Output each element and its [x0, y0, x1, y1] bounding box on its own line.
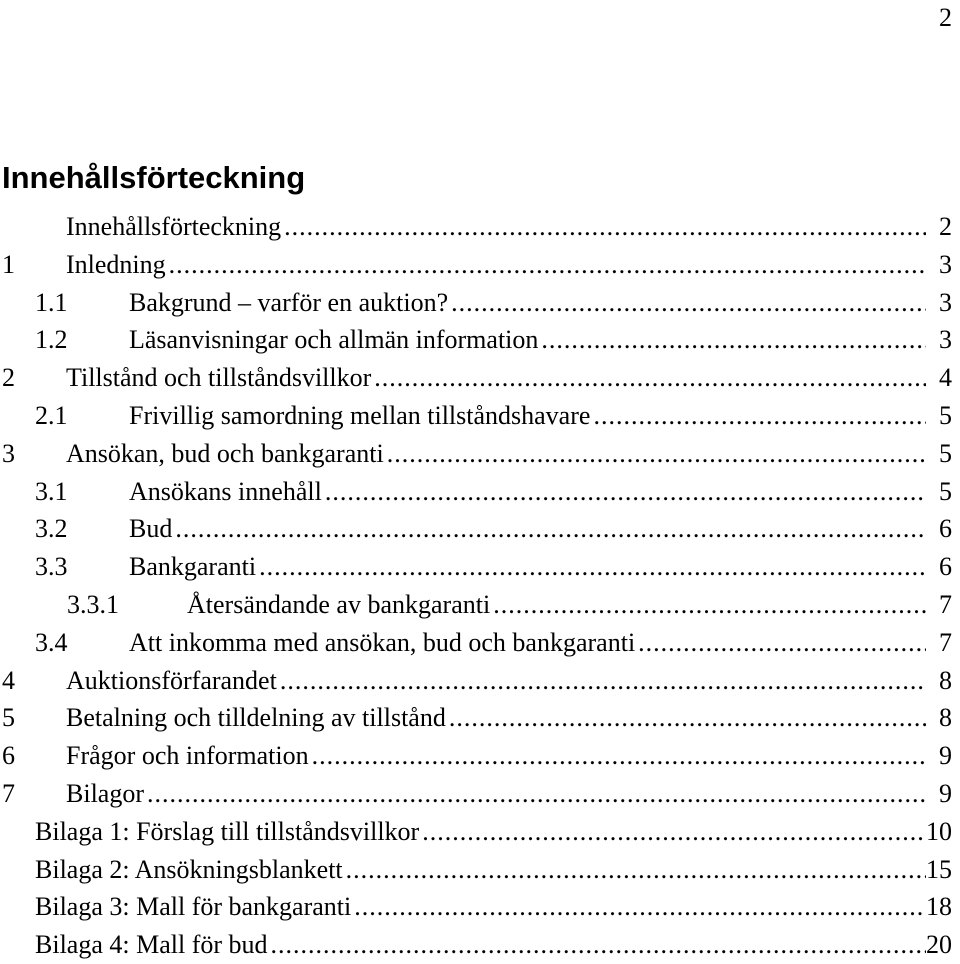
- toc-entry[interactable]: [0, 662, 960, 700]
- table-of-contents: [0, 208, 960, 964]
- toc-entry-text: [35, 548, 926, 586]
- toc-entry-title: Bud: [129, 514, 173, 544]
- toc-entry[interactable]: [0, 775, 960, 813]
- dot-leader: [541, 321, 926, 359]
- toc-entry[interactable]: [0, 321, 960, 359]
- toc-entry[interactable]: [0, 548, 960, 586]
- toc-entry-number: 3.2: [35, 514, 68, 544]
- toc-entry[interactable]: [0, 699, 960, 737]
- toc-entry[interactable]: [0, 208, 960, 246]
- toc-entry-text: [35, 473, 926, 511]
- dot-leader: [280, 662, 926, 700]
- toc-entry-title: Frågor och information: [66, 741, 309, 771]
- toc-entry-text: [35, 397, 926, 435]
- toc-entry[interactable]: [0, 813, 960, 851]
- toc-entry-page: 15: [926, 854, 952, 884]
- toc-entry-text: [2, 435, 926, 473]
- toc-entry-page: 4: [939, 363, 952, 393]
- toc-entry-title: Läsanvisningar och allmän information: [129, 325, 539, 355]
- dot-leader: [638, 624, 926, 662]
- toc-entry-text: [67, 586, 926, 624]
- dot-leader: [147, 775, 926, 813]
- toc-entry-title: Bilaga 3: Mall för bankgaranti: [35, 892, 352, 922]
- toc-entry-page: 3: [939, 249, 952, 279]
- toc-entry[interactable]: [0, 737, 960, 775]
- toc-entry-title: Auktionsförfarandet: [66, 665, 277, 695]
- toc-entry-number: 4: [2, 665, 15, 695]
- toc-entry-title: Inledning: [66, 249, 166, 279]
- toc-entry-number: 5: [2, 703, 15, 733]
- page-number: 2: [939, 3, 952, 32]
- toc-entry-number: 1.2: [35, 325, 68, 355]
- toc-heading: Innehållsförteckning: [2, 160, 306, 195]
- toc-entry-number: 3.3.1: [67, 589, 119, 619]
- toc-entry-page: 8: [939, 665, 952, 695]
- toc-entry-page: 3: [939, 325, 952, 355]
- toc-entry[interactable]: [0, 624, 960, 662]
- toc-entry-number: 1.1: [35, 287, 68, 317]
- toc-entry-text: [35, 284, 926, 322]
- toc-entry-text: [35, 926, 926, 964]
- toc-entry-number: 3.3: [35, 552, 68, 582]
- toc-entry-page: 3: [939, 287, 952, 317]
- dot-leader: [271, 926, 926, 964]
- toc-entry-page: 5: [939, 476, 952, 506]
- toc-entry-text: [2, 246, 926, 284]
- dot-leader: [374, 359, 926, 397]
- toc-entry[interactable]: [0, 926, 960, 964]
- toc-entry-page: 2: [939, 212, 952, 241]
- toc-entry-text: [2, 359, 926, 397]
- dot-leader: [312, 737, 926, 775]
- toc-entry-number: 2: [2, 363, 15, 393]
- toc-entry-page: 5: [939, 400, 952, 430]
- toc-entry[interactable]: [0, 435, 960, 473]
- toc-entry[interactable]: [0, 510, 960, 548]
- toc-entry[interactable]: [0, 888, 960, 926]
- toc-entry-page: 18: [926, 892, 952, 922]
- dot-leader: [284, 208, 926, 246]
- toc-entry-number: 2.1: [35, 400, 68, 430]
- toc-entry-number: 3.1: [35, 476, 68, 506]
- toc-entry-title: Frivillig samordning mellan tillståndshavare: [129, 400, 591, 430]
- toc-entry-page: 7: [939, 627, 952, 657]
- toc-entry-page: 6: [939, 514, 952, 544]
- dot-leader: [449, 699, 926, 737]
- toc-entry-text: [35, 888, 926, 926]
- toc-entry-title: Bilaga 4: Mall för bud: [35, 930, 268, 960]
- toc-entry-title: Ansökan, bud och bankgaranti: [66, 438, 384, 468]
- dot-leader: [259, 548, 926, 586]
- toc-entry[interactable]: [0, 359, 960, 397]
- toc-entry-text: [2, 737, 926, 775]
- toc-entry-title: Ansökans innehåll: [129, 476, 322, 506]
- dot-leader: [354, 888, 926, 926]
- toc-entry-title: Tillstånd och tillståndsvillkor: [66, 363, 372, 393]
- toc-entry-title: Betalning och tilldelning av tillstånd: [66, 703, 446, 733]
- dot-leader: [325, 473, 926, 511]
- toc-entry-page: 10: [926, 816, 952, 846]
- toc-entry-text: [2, 662, 926, 700]
- toc-entry-text: [35, 813, 926, 851]
- dot-leader: [422, 813, 926, 851]
- toc-entry[interactable]: [0, 397, 960, 435]
- toc-entry-title: Återsändande av bankgaranti: [187, 589, 491, 619]
- toc-entry[interactable]: [0, 586, 960, 624]
- toc-entry-text: [35, 851, 926, 889]
- toc-entry-title: Bilaga 2: Ansökningsblankett: [35, 854, 343, 884]
- toc-entry-text: [2, 775, 926, 813]
- toc-entry-page: 9: [939, 778, 952, 808]
- toc-entry-page: 6: [939, 552, 952, 582]
- toc-entry[interactable]: [0, 284, 960, 322]
- toc-entry-title: Bakgrund – varför en auktion?: [129, 287, 449, 317]
- toc-entry-number: 7: [2, 778, 15, 808]
- dot-leader: [451, 284, 926, 322]
- toc-entry-page: 9: [939, 741, 952, 771]
- toc-entry-title: Bilaga 1: Förslag till tillståndsvillkor: [35, 816, 420, 846]
- dot-leader: [387, 435, 926, 473]
- toc-entry[interactable]: [0, 473, 960, 511]
- toc-entry-text: [35, 510, 926, 548]
- toc-entry-title: Bilagor: [66, 778, 144, 808]
- toc-entry-text: [35, 624, 926, 662]
- toc-entry-page: 5: [939, 438, 952, 468]
- dot-leader: [175, 510, 926, 548]
- toc-entry-text: [35, 321, 926, 359]
- dot-leader: [593, 397, 926, 435]
- toc-entry-page: 8: [939, 703, 952, 733]
- toc-entry-title: Bankgaranti: [129, 552, 257, 582]
- toc-entry[interactable]: [0, 851, 960, 889]
- toc-entry-number: 3: [2, 438, 15, 468]
- dot-leader: [493, 586, 926, 624]
- toc-entry-page: 7: [939, 589, 952, 619]
- toc-entry-title: Att inkomma med ansökan, bud och bankgaranti: [129, 627, 636, 657]
- toc-entry-title: Innehållsförteckning: [66, 212, 282, 241]
- toc-entry-number: 6: [2, 741, 15, 771]
- toc-entry-text: [2, 208, 926, 246]
- toc-entry-number: 1: [2, 249, 15, 279]
- toc-entry-page: 20: [926, 930, 952, 960]
- toc-entry-number: 3.4: [35, 627, 68, 657]
- toc-entry-text: [2, 699, 926, 737]
- dot-leader: [169, 246, 926, 284]
- toc-entry[interactable]: [0, 246, 960, 284]
- dot-leader: [346, 851, 926, 889]
